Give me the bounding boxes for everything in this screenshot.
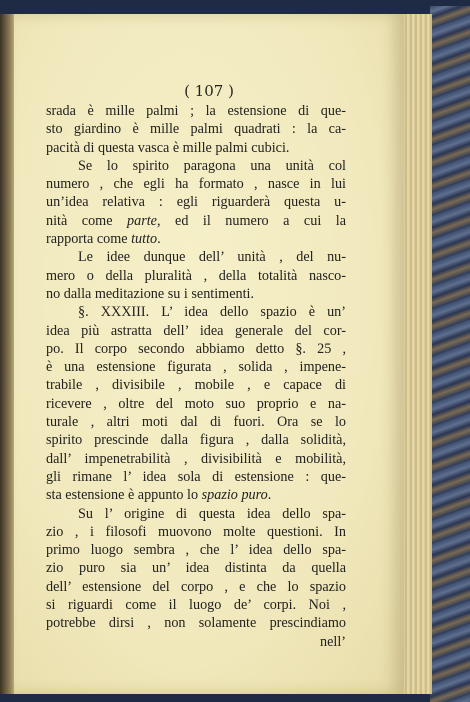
text-line: potrebbe dirsi , non solamente prescindiamo [46,615,346,632]
text-line: primo luogo sembra , che l’ idea dello spa- [46,542,346,559]
text-line: Se lo spirito paragona una unità col [78,157,346,174]
text-line: mero o della pluralità , della totalità nasco- [46,267,346,284]
text-line: gli rimane l’ idea sola di estensione : que- [46,468,346,485]
text-line: nità come parte, ed il numero a cui la [46,212,347,229]
text-line: dall’ impenetrabilità , divisibilità e mobilità, [46,450,346,467]
text-line: un’idea relativa : egli riguarderà questa u- [46,194,346,211]
text-line: sta estensione è appunto lo spazio puro. [46,487,272,504]
text-line: pacità di questa vasca è mille palmi cubici. [46,139,290,156]
text-line: po. Il corpo secondo abbiamo detto §. 25 , [46,340,346,357]
text-line: §. XXXIII. L’ idea dello spazio è un’ [78,304,346,321]
text-line: idea più astratta dell’ idea generale del cor- [46,322,346,339]
text-line: no dalla meditazione su i sentimenti. [46,285,255,302]
text-line: turale , altri moti dal di fuori. Ora se lo [46,414,346,431]
text-line: zio , i filosofi muovono molte questioni. In [46,523,346,540]
text-line: si riguardi come il luogo de’ corpi. Noi , [46,597,346,614]
text-line: rapporta come tutto. [46,231,161,248]
text-line: spirito prescinde dalla figura , dalla solidità, [46,432,346,449]
page-text [46,102,346,651]
text-line: è una estensione figurata , solida , impene- [46,359,346,376]
text-line: srada è mille palmi ; la estensione di que- [46,103,346,119]
text-line: dell’ estensione del corpo , e che lo spazio [46,578,346,595]
text-line: Su l’ origine di questa idea dello spa- [78,505,346,522]
marbled-cover [430,6,470,702]
text-line: trabile , divisibile , mobile , e capace di [46,377,346,394]
text-line: zio puro sia un’ idea distinta da quella [46,560,346,577]
catchword: nell’ [320,633,346,650]
text-line: Le idee dunque dell’ unità , del nu- [78,249,346,266]
text-line: sto giardino è mille palmi quadrati : la ca- [46,121,346,138]
page-number: ( 107 ) [184,82,234,100]
text-line: numero , che egli ha formato , nasce in lui [46,176,346,193]
text-line: ricevere , oltre del moto suo proprio e na- [46,395,346,412]
